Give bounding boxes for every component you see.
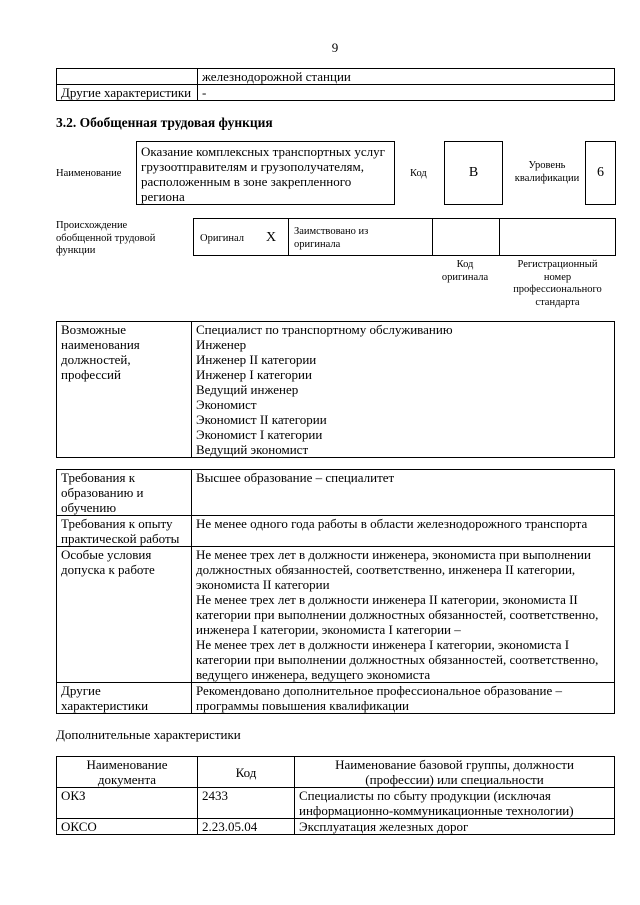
requirement-value-line: Высшее образование – специалитет (196, 470, 395, 485)
code-label: Код (410, 168, 427, 179)
top-table (56, 68, 615, 101)
function-name-line: расположенным в зоне закрепленного (141, 174, 352, 189)
position-item: Экономист II категории (196, 412, 327, 427)
requirement-label-line: Требования к опыту (61, 516, 173, 531)
origin-label-line: функции (56, 245, 96, 256)
position-item: Инженер I категории (196, 367, 312, 382)
table-row-name-line: Эксплуатация железных дорог (299, 819, 469, 834)
requirement-label-line: Другие (61, 683, 101, 698)
top-table-empty-cell (57, 69, 198, 85)
requirement-label (57, 470, 192, 516)
requirement-label (57, 516, 192, 547)
reg-caption-line: профессионального (513, 284, 602, 295)
table-row-doc: ОКСО (57, 819, 198, 835)
function-name-line: грузоотправителям и грузополучателям, (141, 159, 365, 174)
table-row-name (295, 788, 615, 819)
requirement-value-line: программы повышения квалификации (196, 698, 410, 713)
requirement-label-line: практической работы (61, 531, 180, 546)
position-item: Экономист I категории (196, 427, 323, 442)
additional-title: Дополнительные характеристики (56, 727, 241, 742)
level-label-line: Уровень (528, 160, 566, 171)
reg-caption (499, 259, 616, 309)
additional-table (56, 756, 615, 835)
header-doc-line: Наименование (86, 757, 168, 772)
origin-label-line: обобщенной трудовой (56, 232, 156, 244)
requirement-label-line: характеристики (61, 698, 149, 713)
code-caption-line: оригинала (441, 271, 489, 283)
header-group (295, 757, 615, 788)
borrowed-label-line: оригинала (294, 238, 341, 250)
requirement-label-line: Требования к (61, 470, 136, 485)
requirement-value-line: Не менее трех лет в должности инженера I категории, экономиста I (196, 637, 570, 652)
reg-caption-line: стандарта (535, 296, 580, 308)
section-title: 3.2. Обобщенная трудовая функция (56, 115, 273, 130)
requirement-value (192, 470, 615, 516)
positions-label-line: наименования (61, 337, 140, 352)
requirement-label-line: допуска к работе (61, 562, 155, 577)
table-row-doc: ОКЗ (57, 788, 198, 819)
positions-label-line: профессий (61, 367, 121, 382)
requirement-label (57, 547, 192, 683)
divider (499, 219, 500, 255)
position-item: Экономист (196, 397, 257, 412)
header-code: Код (198, 757, 295, 788)
requirement-label-line: обучению (61, 500, 117, 515)
original-mark: X (266, 230, 277, 245)
table-row-name-line: Специалисты по сбыту продукции (исключая (299, 788, 551, 803)
top-table-value: - (198, 85, 615, 101)
requirement-value-line: ведущего инженера, ведущего экономиста (196, 667, 431, 682)
requirement-value-line: экономиста II категории (196, 577, 330, 592)
origin-box (193, 218, 616, 256)
top-table-value: железнодорожной станции (198, 69, 615, 85)
header-doc (57, 757, 198, 788)
position-item: Ведущий экономист (196, 442, 309, 457)
borrowed-label-line: Заимствовано из (294, 226, 369, 237)
function-name-line: региона (141, 189, 185, 204)
code-value-box: B (444, 141, 503, 205)
function-name-box (136, 141, 395, 205)
divider (288, 219, 289, 255)
positions-label-line: должностей, (61, 352, 131, 367)
requirements-table (56, 469, 615, 714)
requirement-value-line: категории при выполнении должностных обязанностей, соответственно, (196, 607, 599, 622)
table-row-name (295, 819, 615, 835)
level-label (509, 160, 585, 185)
requirement-value-line: Не менее одного года работы в области железнодорожного транспорта (196, 516, 588, 531)
requirement-value-line: Не менее трех лет в должности инженера II категории, экономиста II (196, 592, 578, 607)
code-caption (431, 259, 499, 284)
header-group-line: Наименование базовой группы, должности (335, 757, 574, 772)
position-item: Ведущий инженер (196, 382, 299, 397)
reg-caption-line: Регистрационный (517, 259, 598, 270)
function-name-line: Оказание комплексных транспортных услуг (141, 144, 386, 159)
reg-caption-line: номер (543, 271, 572, 283)
requirement-label-line: Особые условия (61, 547, 152, 562)
divider (432, 219, 433, 255)
requirement-label-line: образованию и (61, 485, 144, 500)
header-group-line: (профессии) или специальности (365, 772, 544, 787)
positions-list (192, 322, 615, 458)
origin-label (56, 220, 155, 258)
level-label-line: квалификации (514, 172, 580, 184)
requirement-value-line: должностных обязанностей, соответственно, инженера II категории, (196, 562, 576, 577)
position-item: Инженер II категории (196, 352, 317, 367)
requirement-value (192, 516, 615, 547)
requirement-value-line: категории при выполнении должностных обязанностей, соответственно, (196, 652, 599, 667)
borrowed-label (294, 226, 368, 251)
table-row-code: 2433 (198, 788, 295, 819)
level-value-box: 6 (585, 141, 616, 205)
requirement-value (192, 683, 615, 714)
requirement-label (57, 683, 192, 714)
header-doc-line: документа (97, 772, 157, 787)
position-item: Специалист по транспортному обслуживанию (196, 322, 453, 337)
positions-label (57, 322, 192, 458)
requirement-value-line: Рекомендовано дополнительное профессиональное образование – (196, 683, 563, 698)
requirement-value (192, 547, 615, 683)
table-row-code: 2.23.05.04 (198, 819, 295, 835)
positions-table (56, 321, 615, 458)
top-table-label: Другие характеристики (57, 85, 198, 101)
positions-label-line: Возможные (61, 322, 126, 337)
code-caption-line: Код (456, 259, 474, 270)
requirement-value-line: инженера I категории, экономиста I категории – (196, 622, 461, 637)
position-item: Инженер (196, 337, 247, 352)
original-label: Оригинал (200, 233, 244, 244)
name-label: Наименование (56, 168, 122, 179)
requirement-value-line: Не менее трех лет в должности инженера, экономиста при выполнении (196, 547, 591, 562)
table-row-name-line: информационно-коммуникационные технологии) (299, 803, 574, 818)
origin-label-line: Происхождение (56, 220, 128, 231)
page-number: 9 (331, 40, 339, 55)
